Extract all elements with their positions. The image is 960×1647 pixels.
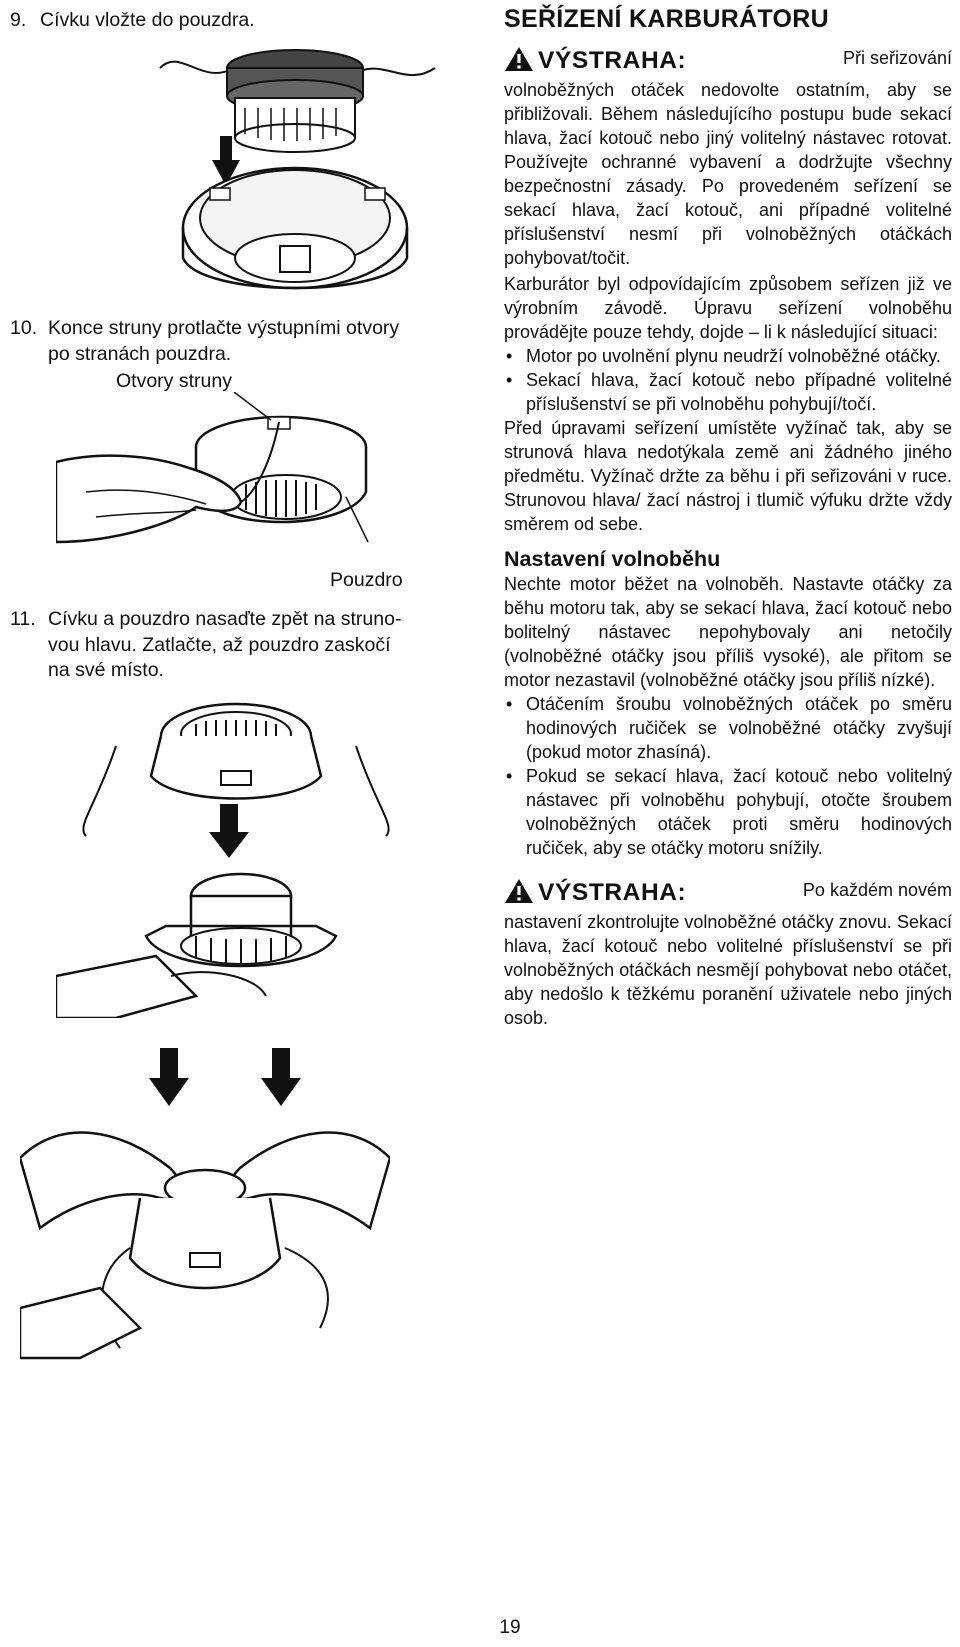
warning-1-title: VÝSTRAHA:: [538, 47, 687, 74]
illustration-thread-holes: [56, 392, 396, 568]
step-10-line2: po stranách pouzdra.: [48, 342, 232, 365]
step-11: [10, 607, 401, 684]
warning-triangle-icon: [504, 46, 534, 78]
paragraph-idle: Nechte motor běžet na volnoběh. Nastavte otáčky za běhu motoru tak, aby se sekací hlava, žací kotouč nebo bolitelný nástavec nepohybovaly ani netočily (volnoběžné otáčky jsou příliš vysoké), ale přitom se motor nezastavil (volnoběžné otáčky jsou příliš nízké).: [504, 574, 952, 690]
step-10: [10, 316, 399, 367]
label-string-holes: Otvory struny: [116, 370, 232, 392]
bullet-list-1: [504, 344, 952, 416]
idle-subheading: Nastavení volnoběhu: [504, 547, 721, 571]
paragraph-factory-setting: Karburátor byl odpovídajícím způsobem seřízen již ve výrobním závodě. Úpravu seřízení volnoběhu provádějte pouze tehdy, dojde – li k následující situaci:: [504, 274, 952, 342]
warning-2-lead: Po každém novém: [802, 880, 952, 900]
step-10-line1: Konce struny protlačte výstupními otvory: [48, 317, 400, 339]
illustration-snap-housing: [20, 1048, 390, 1368]
illustration-housing-onto-head: [56, 696, 396, 1018]
label-housing: Pouzdro: [330, 569, 403, 591]
step-9-number: 9.: [10, 9, 27, 31]
warning-triangle-icon: [504, 878, 534, 910]
warning-2-title: VÝSTRAHA:: [538, 879, 687, 906]
step-9-text: Cívku vložte do pouzdra.: [40, 9, 255, 31]
warning-1-body: volnoběžných otáček nedovolte ostatním, aby se přibližovali. Během následujícího postupu bude sekací hlava, žací kotouč nebo jiný volitelný nástavec rotovat. Používejte ochranné vybavení a dodržujte všechny bezpečnostní zásady. Po provedeném seřízení se sekací hlava, žací kotouč, ani případné volitelné příslušenství nesmí při volnoběžných otáčkách pohybovat/točit.: [504, 80, 952, 268]
warning-1: [504, 46, 952, 270]
warning-1-lead: Při seřizování: [842, 48, 952, 68]
carburetor-section: [504, 4, 952, 1030]
list-item: • Otáčením šroubu volnoběžných otáček po směru hodinových ručiček se volnoběžné otáčky zvyšují (pokud motor zhasíná).: [504, 692, 952, 764]
bullet-list-2: [504, 692, 952, 860]
page-number: 19: [499, 1617, 521, 1638]
warning-2: [504, 878, 952, 1030]
illustration-spool-insert: [140, 28, 450, 304]
step-11-line3: na své místo.: [48, 659, 164, 681]
step-11-number: 11.: [10, 608, 36, 630]
section-heading: SEŘÍZENÍ KARBURÁTORU: [504, 5, 829, 33]
paragraph-positioning: Před úpravami seřízení umístěte vyžínač tak, aby se strunová hlava nedotýkala země ani žádného jiného předmětu. Vyžínač držte za běhu i při seřizováni v ruce. Strunovou hlava/ žací nástroj i tlumič výfuku držte vždy směrem od sebe.: [504, 418, 952, 534]
step-11-line1: Cívku a pouzdro nasaďte zpět na struno-: [48, 608, 402, 630]
list-item: • Sekací hlava, žací kotouč nebo případné volitelné příslušenství se při volnoběhu pohybují/točí.: [504, 368, 952, 416]
step-10-number: 10.: [10, 317, 38, 339]
list-item: • Motor po uvolnění plynu neudrží volnoběžné otáčky.: [504, 344, 952, 368]
list-item: • Pokud se sekací hlava, žací kotouč nebo volitelný nástavec při volnoběhu pohybují, otočte šroubem volnoběžných otáček proti směru hodinových ručiček, aby se otáčky motoru snížily.: [504, 764, 952, 860]
warning-2-body: nastavení zkontrolujte volnoběžné otáčky znovu. Sekací hlava, žací kotouč nebo volitelné příslušenství se při volnoběžných otáčkách nesmějí pohybovat nebo otáčet, aby nedošlo k těžkému poranění uživatele nebo jiných osob.: [504, 912, 952, 1028]
step-11-line2: vou hlavu. Zatlačte, až pouzdro zaskočí: [48, 633, 391, 656]
